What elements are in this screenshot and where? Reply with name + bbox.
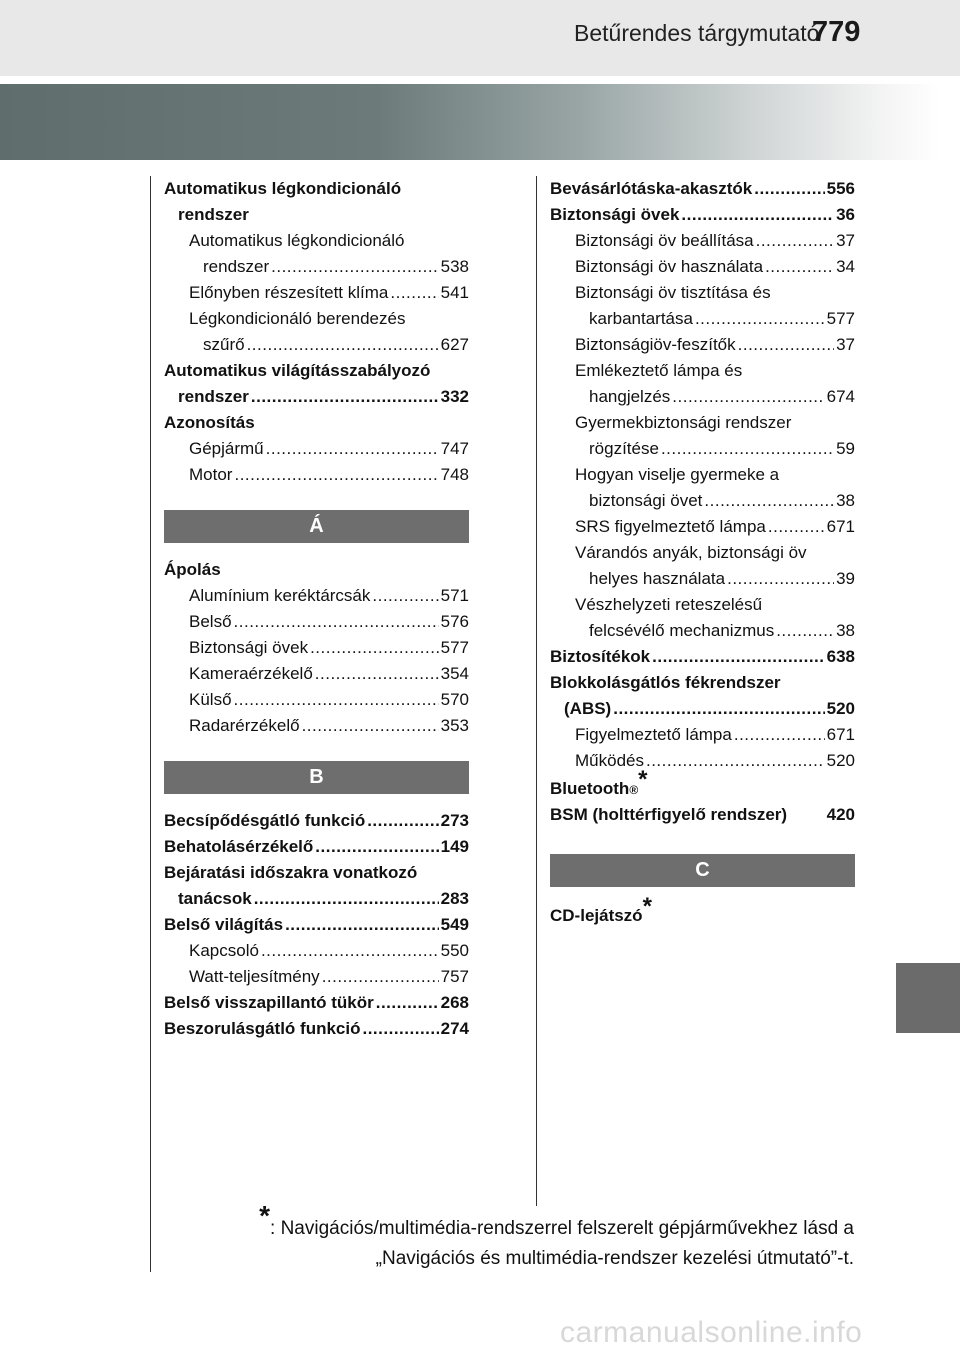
index-subentry: Biztonsági öv beállítása ..... 37 bbox=[550, 228, 855, 254]
index-subentry: Előnyben részesített klíma ..... 541 bbox=[164, 280, 469, 306]
page-ref: 538 bbox=[440, 257, 469, 276]
page-ref: 332 bbox=[440, 387, 469, 406]
asterisk-mark: * bbox=[642, 893, 652, 920]
page-ref: 59 bbox=[836, 439, 855, 458]
section-header-c: C bbox=[550, 854, 855, 887]
page-number: 779 bbox=[812, 16, 861, 48]
index-subentry: Vészhelyzeti reteszelésű felcsévélő mechanizmus ..... 38 bbox=[550, 592, 855, 644]
page-ref: 520 bbox=[826, 751, 855, 770]
index-subentry: Automatikus légkondicionáló rendszer ..... 538 bbox=[164, 228, 469, 280]
page-ref: 353 bbox=[440, 716, 469, 735]
page-ref: 577 bbox=[826, 309, 855, 328]
page-ref: 638 bbox=[826, 647, 855, 666]
asterisk-mark: * bbox=[259, 1200, 271, 1231]
watermark: carmanualsonline.info bbox=[560, 1316, 863, 1349]
page-ref: 37 bbox=[836, 335, 855, 354]
page-ref: 38 bbox=[836, 621, 855, 640]
index-subentry: Várandós anyák, biztonsági öv helyes használata ..... 39 bbox=[550, 540, 855, 592]
footnote: *: Navigációs/multimédia-rendszerrel felszerelt gépjárművekhez lásd a „Navigációs és multimédia-rendszer kezelési útmutató”-t. bbox=[259, 1200, 854, 1269]
index-subentry: Watt-teljesítmény ..... 757 bbox=[164, 964, 469, 990]
index-subentry: Figyelmeztető lámpa ..... 671 bbox=[550, 722, 855, 748]
page-ref: 757 bbox=[440, 967, 469, 986]
index-subentry: Radarérzékelő ..... 353 bbox=[164, 713, 469, 739]
index-subentry: Biztonságiöv-feszítők ..... 37 bbox=[550, 332, 855, 358]
page-ref: 570 bbox=[440, 690, 469, 709]
page-ref: 36 bbox=[836, 205, 855, 224]
page-ref: 571 bbox=[440, 586, 469, 605]
index-subentry: Hogyan viselje gyermeke a biztonsági övet ..... 38 bbox=[550, 462, 855, 514]
asterisk-mark: * bbox=[638, 766, 648, 793]
header-band bbox=[0, 84, 940, 160]
page-ref: 149 bbox=[440, 837, 469, 856]
page-ref: 627 bbox=[440, 335, 469, 354]
index-subentry: Gépjármű ..... 747 bbox=[164, 436, 469, 462]
index-entry: Becsípődésgátló funkció ..... 273 bbox=[164, 808, 469, 834]
section-header-a: Á bbox=[164, 510, 469, 543]
index-entry: Behatolásérzékelő ..... 149 bbox=[164, 834, 469, 860]
index-entry: Ápolás bbox=[164, 560, 221, 579]
page-ref: 34 bbox=[836, 257, 855, 276]
index-subentry: Gyermekbiztonsági rendszer rögzítése ..... 59 bbox=[550, 410, 855, 462]
index-subentry: Emlékeztető lámpa és hangjelzés ..... 674 bbox=[550, 358, 855, 410]
index-subentry: Alumínium keréktárcsák ..... 571 bbox=[164, 583, 469, 609]
page-ref: 354 bbox=[440, 664, 469, 683]
index-subentry: Légkondicionáló berendezés szűrő ..... 627 bbox=[164, 306, 469, 358]
index-subentry: Motor ..... 748 bbox=[164, 462, 469, 488]
section-title: Betűrendes tárgymutató bbox=[574, 20, 820, 46]
index-entry: Beszorulásgátló funkció ..... 274 bbox=[164, 1016, 469, 1042]
index-subentry: Működés ..... 520 bbox=[550, 748, 855, 774]
index-subentry: Biztonsági öv használata ..... 34 bbox=[550, 254, 855, 280]
page-ref: 268 bbox=[440, 993, 469, 1012]
page-ref: 549 bbox=[440, 915, 469, 934]
page-ref: 577 bbox=[440, 638, 469, 657]
page-ref: 550 bbox=[440, 941, 469, 960]
index-subentry: Belső ..... 576 bbox=[164, 609, 469, 635]
index-entry: Belső visszapillantó tükör ..... 268 bbox=[164, 990, 469, 1016]
page-ref: 520 bbox=[826, 699, 855, 718]
index-entry: Bevásárlótáska-akasztók ..... 556 bbox=[550, 176, 855, 202]
page-ref: 748 bbox=[440, 465, 469, 484]
index-entry: Blokkolásgátlós fékrendszer (ABS) ..... 520 bbox=[550, 670, 855, 722]
index-entry: Belső világítás ..... 549 bbox=[164, 912, 469, 938]
page-ref: 38 bbox=[836, 491, 855, 510]
section-header-b: B bbox=[164, 761, 469, 794]
index-entry: Biztonsági övek ..... 36 bbox=[550, 202, 855, 228]
index-entry: Automatikus világításszabályozó rendszer ..... 332 bbox=[164, 358, 469, 410]
index-subentry: Biztonsági öv tisztítása és karbantartása ..... 577 bbox=[550, 280, 855, 332]
index-subentry: Kameraérzékelő ..... 354 bbox=[164, 661, 469, 687]
page-ref: 37 bbox=[836, 231, 855, 250]
index-entry: Bluetooth ® * bbox=[550, 766, 648, 798]
page-ref: 671 bbox=[826, 725, 855, 744]
index-subentry: Kapcsoló ..... 550 bbox=[164, 938, 469, 964]
page-ref: 541 bbox=[440, 283, 469, 302]
page-ref: 576 bbox=[440, 612, 469, 631]
index-subentry: Külső ..... 570 bbox=[164, 687, 469, 713]
index-column-2 bbox=[550, 176, 855, 929]
page-ref: 674 bbox=[826, 387, 855, 406]
page-ref: 671 bbox=[826, 517, 855, 536]
index-subentry: SRS figyelmeztető lámpa ..... 671 bbox=[550, 514, 855, 540]
column-divider bbox=[536, 176, 537, 1206]
page-ref: 420 bbox=[826, 805, 855, 824]
index-entry: Azonosítás bbox=[164, 413, 255, 432]
chapter-tab bbox=[896, 963, 960, 1033]
left-rule bbox=[150, 176, 151, 1272]
index-column-1 bbox=[164, 176, 469, 1042]
page-ref: 39 bbox=[836, 569, 855, 588]
page-ref: 273 bbox=[440, 811, 469, 830]
index-entry: BSM (holttérfigyelő rendszer) 420 bbox=[550, 802, 855, 828]
index-entry: CD-lejátszó * bbox=[550, 893, 652, 925]
index-subentry: Biztonsági övek ..... 577 bbox=[164, 635, 469, 661]
page-ref: 556 bbox=[826, 179, 855, 198]
page-ref: 283 bbox=[440, 889, 469, 908]
index-entry: Automatikus légkondicionáló rendszer bbox=[164, 179, 402, 224]
index-entry: Bejáratási időszakra vonatkozó tanácsok ..... 283 bbox=[164, 860, 469, 912]
index-entry: Biztosítékok ..... 638 bbox=[550, 644, 855, 670]
page-ref: 747 bbox=[440, 439, 469, 458]
page-ref: 274 bbox=[440, 1019, 469, 1038]
